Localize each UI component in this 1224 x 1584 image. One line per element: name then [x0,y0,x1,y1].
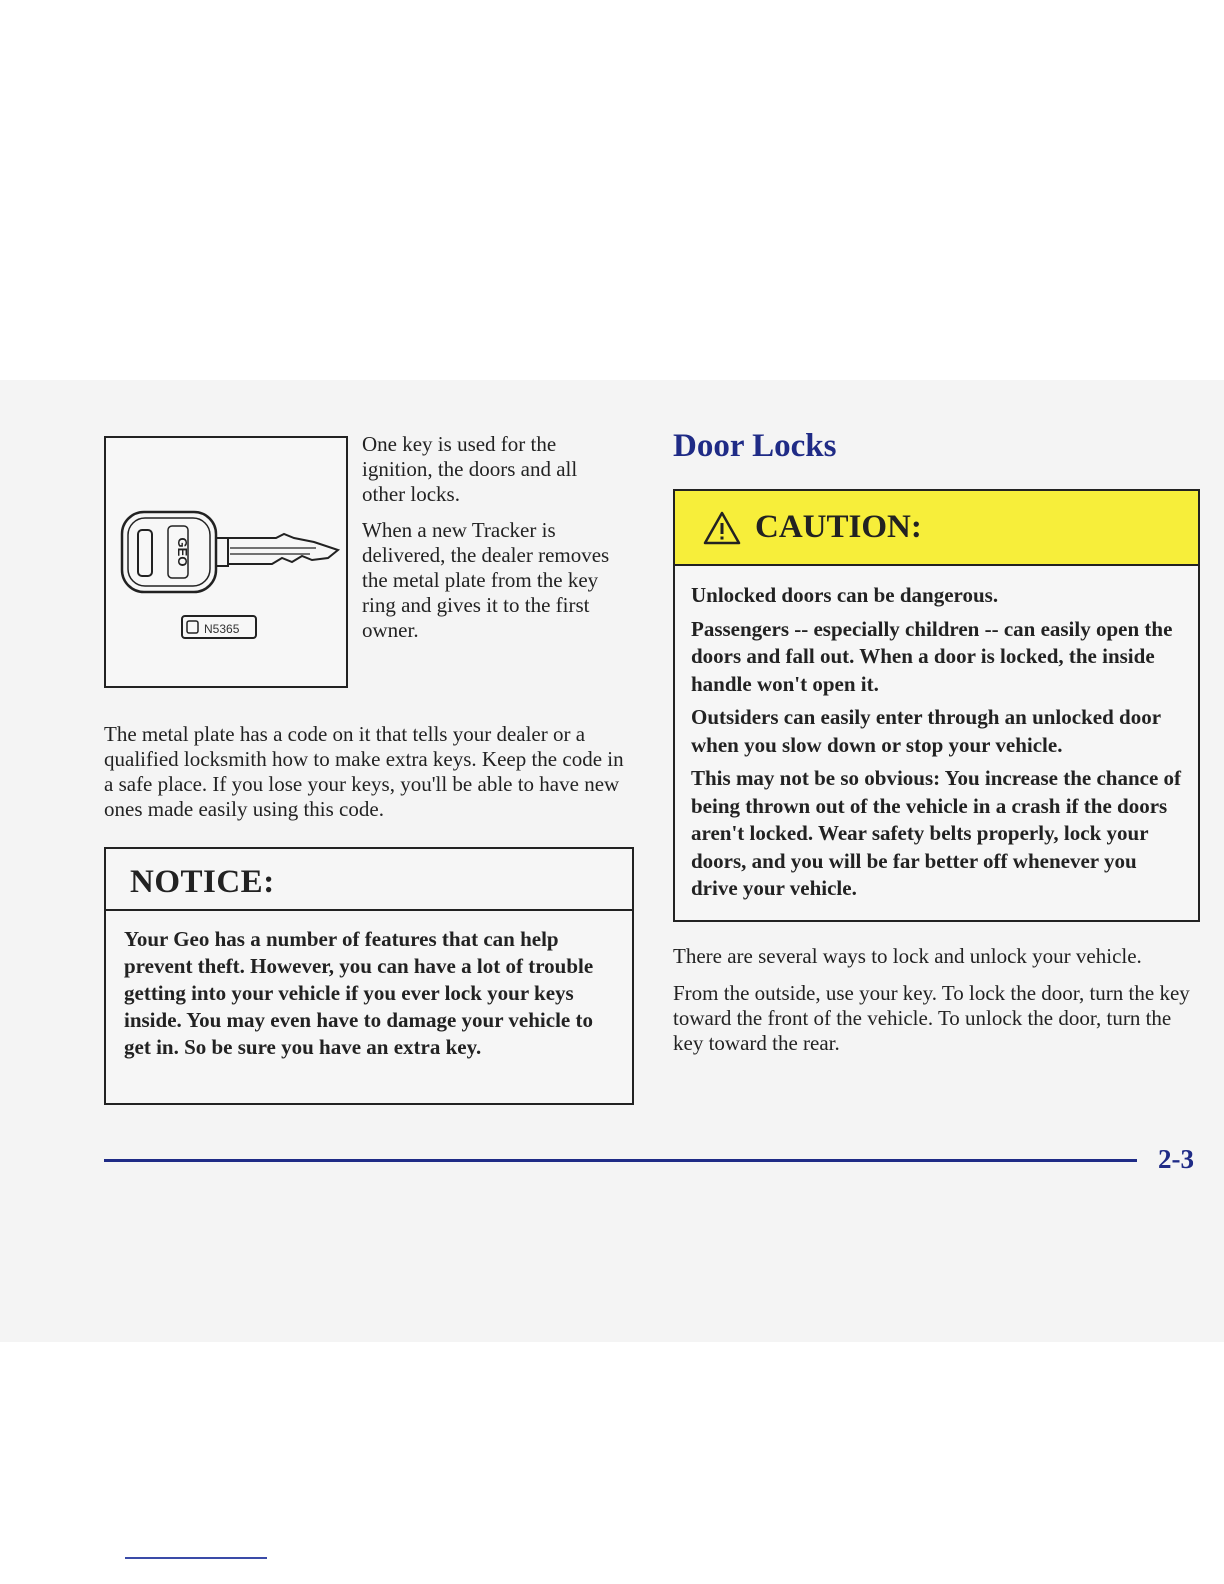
intro-paragraph: When a new Tracker is delivered, the dealer removes the metal plate from the key ring and gives it to the first owner. [362,518,610,642]
caution-box [673,489,1200,922]
plate-code: N5365 [204,622,240,636]
warning-triangle-icon [703,511,741,545]
caution-paragraph: Passengers -- especially children -- can easily open the doors and fall out. When a door is locked, the inside handle won't open it. [691,616,1173,696]
caution-paragraph: This may not be so obvious: You increase the chance of being thrown out of the vehicle in a crash if the doors aren't locked. Wear safety belts properly, lock your doors, and you will be far better off whenever you drive your vehicle. [691,766,1182,900]
key-illustration [104,436,348,688]
notice-heading: NOTICE: [106,849,632,911]
notice-body: Your Geo has a number of features that can help prevent theft. However, you can have a lot of trouble getting into your vehicle if you ever lock your keys inside. You may even have to damage your vehicle to get in. So be sure you have an extra key. [124,927,594,1059]
caution-heading: CAUTION: [755,509,922,545]
intro-paragraph: One key is used for the ignition, the doors and all other locks. [362,432,578,506]
lock-instructions [673,944,1193,1068]
page-number: 2-3 [1158,1144,1194,1174]
key-head-lettering: GEO [175,537,190,567]
caution-body [675,566,1198,903]
footer-rule [104,1159,1137,1162]
caution-header [675,491,1198,566]
body-paragraph: There are several ways to lock and unlock your vehicle. [673,944,1142,968]
body-paragraph: From the outside, use your key. To lock the door, turn the key toward the front of the vehicle. To unlock the door, turn the key toward the rear. [673,981,1190,1055]
section-title: Door Locks [673,428,837,464]
caution-paragraph: Unlocked doors can be dangerous. [691,583,999,607]
bottom-divider [125,1557,267,1559]
key-drawing [106,438,346,686]
metal-plate-paragraph: The metal plate has a code on it that tells your dealer or a qualified locksmith how to make extra keys. Keep the code in a safe place. If you lose your keys, you'll be able to have new ones made easily using this code. [104,722,624,821]
caution-paragraph: Outsiders can easily enter through an unlocked door when you slow down or stop your vehicle. [691,705,1161,757]
notice-box [104,847,634,1105]
key-intro [362,432,624,654]
